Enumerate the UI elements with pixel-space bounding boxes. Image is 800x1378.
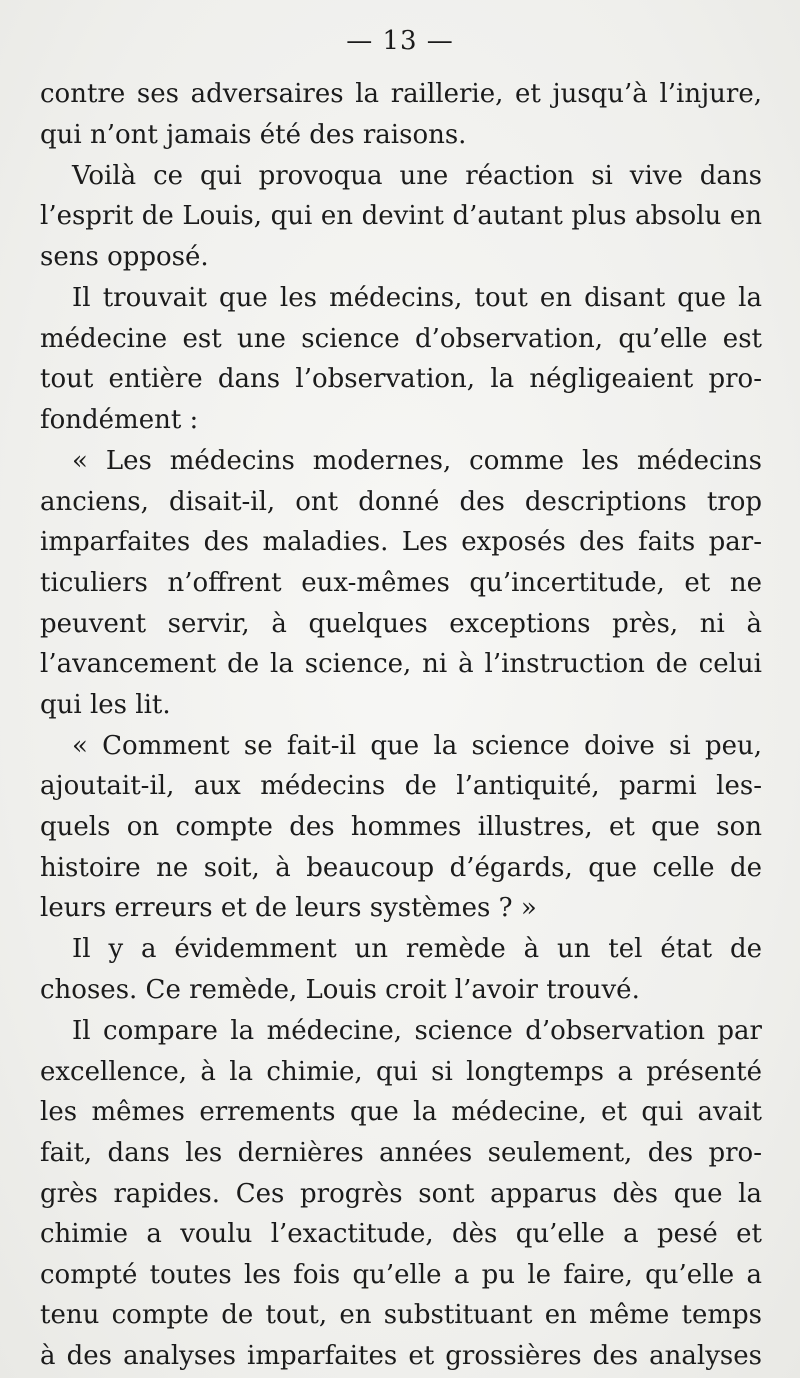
text-line: histoire ne soit, à beaucoup d’égards, que celle de — [40, 852, 762, 883]
text-line: qui n’ont jamais été des raisons. — [40, 119, 467, 150]
text-line: ticuliers n’offrent eux-mêmes qu’incertitude, et ne — [40, 567, 762, 598]
text-line: chimie a voulu l’exactitude, dès qu’elle a pesé et — [40, 1219, 762, 1250]
text-line: l’avancement de la science, ni à l’instruction de celui — [40, 649, 762, 680]
text-line: « Comment se fait-il que la science doive si peu, — [72, 730, 762, 761]
text-line: « Les médecins modernes, comme les médecins — [72, 446, 762, 477]
text-line: choses. Ce remède, Louis croit l’avoir trouvé. — [40, 975, 640, 1006]
paragraph — [40, 726, 762, 929]
text-line: imparfaites des maladies. Les exposés des faits par- — [40, 527, 762, 558]
text-line: compté toutes les fois qu’elle a pu le faire, qu’elle a — [40, 1259, 762, 1290]
text-line: ajoutait-il, aux médecins de l’antiquité, parmi les- — [40, 771, 762, 802]
text-line: quels on compte des hommes illustres, et que son — [40, 812, 762, 843]
text-line: Il compare la médecine, science d’observation par — [72, 1016, 762, 1047]
paragraph — [40, 929, 762, 1010]
text-line: grès rapides. Ces progrès sont apparus dès que la — [40, 1178, 762, 1209]
paragraph — [40, 156, 762, 278]
paragraph — [40, 74, 762, 155]
text-line: contre ses adversaires la raillerie, et jusqu’à l’injure, — [40, 79, 762, 109]
paragraph — [40, 278, 762, 440]
text-line: l’esprit de Louis, qui en devint d’autant plus absolu en — [40, 201, 762, 232]
text-line: leurs erreurs et de leurs systèmes ? » — [40, 893, 537, 924]
text-line: Il trouvait que les médecins, tout en disant que la — [72, 283, 762, 314]
page-number: — 13 — — [346, 26, 454, 56]
text-line: peuvent servir, à quelques exceptions près, ni à — [40, 608, 762, 639]
text-line: Voilà ce qui provoqua une réaction si vive dans — [72, 160, 762, 191]
text-body — [40, 74, 762, 1377]
text-line: fondément : — [40, 404, 199, 435]
text-line: Il y a évidemment un remède à un tel état de — [72, 934, 762, 965]
paragraph — [40, 441, 762, 725]
text-line: tout entière dans l’observation, la négligeaient pro- — [40, 364, 762, 395]
text-line: anciens, disait-il, ont donné des descriptions trop — [40, 486, 762, 517]
text-line: les mêmes errements que la médecine, et qui avait — [40, 1097, 762, 1128]
paragraph — [40, 1011, 762, 1376]
text-line: qui les lit. — [40, 689, 171, 720]
text-line: fait, dans les dernières années seulement, des pro- — [40, 1138, 762, 1168]
text-line: sens opposé. — [40, 241, 209, 272]
text-line: à des analyses imparfaites et grossières des analyses — [40, 1340, 762, 1371]
text-line: médecine est une science d’observation, qu’elle est — [40, 323, 762, 354]
text-line: tenu compte de tout, en substituant en même temps — [40, 1300, 762, 1331]
text-line: excellence, à la chimie, qui si longtemps a présenté — [40, 1056, 762, 1087]
